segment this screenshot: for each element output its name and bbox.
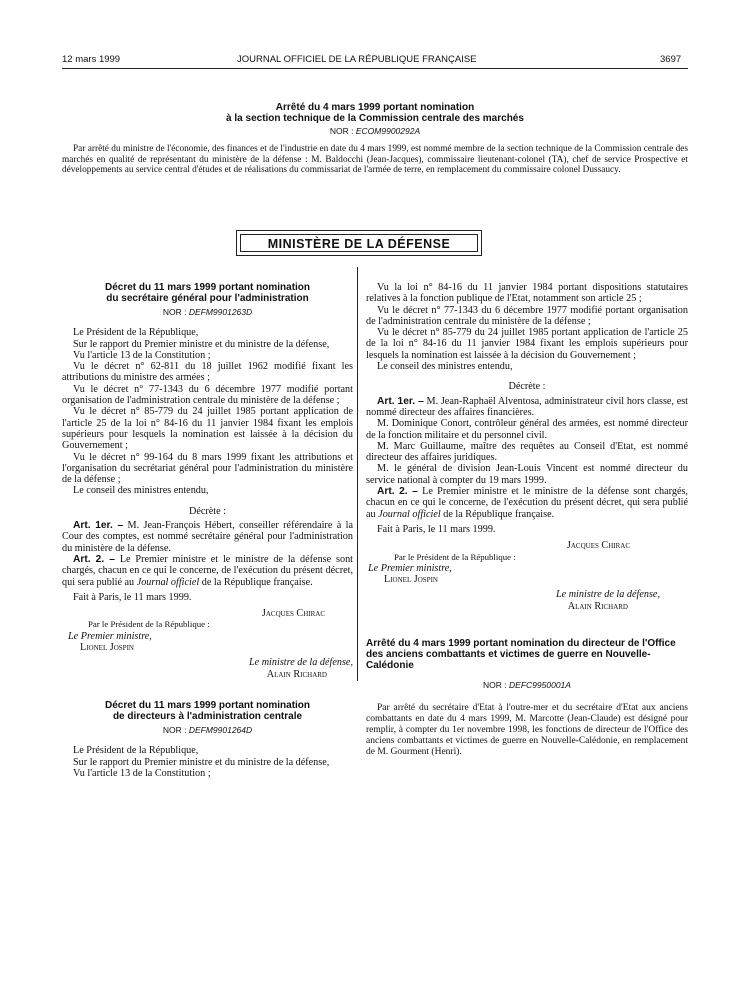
ministre-defense-name: Alain Richard — [567, 600, 628, 612]
signature-president: Jacques Chirac — [566, 540, 630, 552]
paragraph: Vu le décret n° 77-1343 du 6 décembre 1977 modifié portant organisation de l'administration centrale du ministère de la défense ; — [62, 383, 353, 407]
paragraph: Vu l'article 13 de la Constitution ; — [73, 767, 211, 779]
decret2-nor — [62, 725, 353, 736]
journal-officiel: Journal officiel — [378, 508, 441, 520]
article-text: Le Premier ministre et le ministre de la défense sont chargés, chacun en ce qui le concerne, de l'exécution du présent décret, qui sera publié au — [62, 553, 353, 588]
nor-label: NOR : — [329, 126, 354, 136]
header-date: 12 mars 1999 — [62, 54, 121, 65]
header-page-number: 3697 — [660, 54, 682, 65]
article-text: M. Jean-Raphaël Alventosa, administrateur civil hors classe, est nommé directeur des affaires financières. — [366, 395, 689, 418]
paragraph: Sur le rapport du Premier ministre et du ministre de la défense, — [73, 338, 330, 350]
paragraph: Vu le décret n° 99-164 du 8 mars 1999 fixant les attributions et l'organisation du secrétariat général pour l'administration du ministère de la défense ; — [62, 451, 353, 486]
top-article-nor — [62, 126, 688, 136]
decrete: Décrète : — [188, 505, 227, 517]
fait-a-paris: Fait à Paris, le 11 mars 1999. — [73, 591, 192, 603]
article-label: Art. 2. – — [377, 486, 418, 498]
article-text: de la République française. — [199, 576, 313, 588]
decrete: Décrète : — [508, 381, 546, 393]
ministre-defense-title: Le ministre de la défense, — [555, 589, 660, 601]
journal-officiel: Journal officiel — [136, 576, 200, 588]
decret1-title-2: du secrétaire général pour l'administration — [106, 293, 309, 304]
header-journal: JOURNAL OFFICIEL DE LA RÉPUBLIQUE FRANÇAISE — [237, 54, 477, 65]
header-rule — [62, 68, 688, 69]
nor-code: DEFM9901263D — [188, 307, 253, 317]
arrete-title: Arrêté du 4 mars 1999 portant nomination du directeur de l'Office des anciens combattants et victimes de guerre en Nouvelle-Calédonie — [366, 638, 676, 672]
nor-label: NOR : — [162, 307, 187, 317]
par-le-president: Par le Président de la République : — [88, 619, 210, 630]
top-article — [62, 102, 688, 176]
article-text: M. Jean-François Hébert, conseiller référendaire à la Cour des comptes, est nommé secrétaire général pour l'administration du ministère de la défense. — [62, 520, 354, 554]
paragraph: Le conseil des ministres entendu, — [377, 361, 513, 373]
premier-ministre-title: Le Premier ministre, — [368, 562, 452, 574]
arrete-body: Par arrêté du secrétaire d'Etat à l'outre-mer et du secrétaire d'Etat aux anciens combattants en date du 4 mars 1999, M. Marcotte (Jean-Claude) est désigné pour remplir, à compter du 1er novembre 1998, les fonctions de directeur de l'Office des anciens combattants et victimes de guerre en Nouvelle-Calédonie, en remplacement de M. Gourment (Henri). — [366, 703, 688, 757]
ministre-defense-name: Alain Richard — [266, 668, 327, 680]
article-text: Le Premier ministre et le ministre de la défense sont chargés, chacun en ce qui le concerne, de l'exécution du présent décret, qui sera publié au — [366, 486, 688, 520]
fait-a-paris: Fait à Paris, le 11 mars 1999. — [377, 523, 496, 535]
arrete-nor — [366, 680, 688, 691]
nor-label: NOR : — [483, 680, 507, 691]
paragraph: Vu la loi n° 84-16 du 11 janvier 1984 portant dispositions statutaires relatives à la fonction publique de l'Etat, notamment son article 25 ; — [366, 282, 688, 305]
paragraph: M. le général de division Jean-Louis Vincent est nommé directeur du service national à compter du 19 mars 1999. — [366, 463, 688, 486]
paragraph: Le Président de la République, — [73, 745, 199, 757]
premier-ministre-title: Le Premier ministre, — [68, 630, 152, 642]
right-column — [366, 282, 688, 757]
article-2 — [62, 554, 353, 588]
decret1-nor — [62, 307, 353, 318]
nor-code: DEFM9901264D — [188, 724, 253, 735]
ministry-box — [236, 230, 482, 256]
paragraph: Vu le décret n° 77-1343 du 6 décembre 1977 modifié portant organisation de l'administration centrale du ministère de la défense ; — [366, 304, 688, 327]
paragraph: Sur le rapport du Premier ministre et du ministre de la défense, — [73, 756, 330, 768]
decret2-title-2: de directeurs à l'administration centrale — [112, 710, 303, 722]
nor-label: NOR : — [162, 724, 187, 735]
article-1 — [366, 396, 688, 419]
top-article-title-2: à la section technique de la Commission centrale des marchés — [226, 113, 524, 124]
article-2 — [366, 486, 688, 520]
decret1-title-1: Décret du 11 mars 1999 portant nomination — [104, 282, 311, 293]
paragraph: Le Président de la République, — [73, 327, 199, 339]
paragraph: M. Dominique Conort, contrôleur général des armées, est nommé directeur de la fonction militaire et du personnel civil. — [366, 418, 688, 441]
paragraph: M. Marc Guillaume, maître des requêtes au Conseil d'Etat, est nommé directeur des affaires juridiques. — [366, 440, 688, 464]
paragraph: Vu le décret n° 85-779 du 24 juillet 1985 portant application de l'article 25 de la loi n° 84-16 du 11 janvier 1984 fixant les emplois supérieurs pour lesquels la nomination est laissée à la décision du Gouvernement ; — [62, 406, 353, 452]
article-text: de la République française. — [440, 508, 555, 520]
nor-code: ECOM9900292A — [355, 126, 421, 136]
decret2-title-1: Décret du 11 mars 1999 portant nomination — [104, 699, 311, 711]
article-label: Art. 1er. – — [377, 395, 424, 407]
top-article-body: Par arrêté du ministre de l'économie, des finances et de l'industrie en date du 4 mars 1999, est nommé membre de la section technique de la Commission centrale des marchés en qualité de représentant du ministère de la défense : M. Baldocchi (Jean-Jacques), commissaire lieutenant-colonel (TA), chef de service Prospective et développements au service central d'études et de réalisations du commissariat de l'armée de terre, en remplacement du commissaire colonel Dussaucy. — [62, 144, 688, 176]
premier-ministre-name: Lionel Jospin — [384, 574, 438, 586]
article-1 — [62, 520, 353, 554]
ministre-defense-title: Le ministre de la défense, — [248, 657, 353, 669]
article-label: Art. 1er. – — [73, 520, 124, 532]
column-divider — [357, 267, 358, 681]
premier-ministre-name: Lionel Jospin — [80, 642, 134, 654]
paragraph: Le conseil des ministres entendu, — [73, 485, 209, 497]
top-article-title-1: Arrêté du 4 mars 1999 portant nomination — [275, 102, 475, 113]
par-le-president: Par le Président de la République : — [394, 551, 516, 562]
signature-president: Jacques Chirac — [261, 608, 325, 620]
paragraph: Vu le décret n° 62-811 du 18 juillet 1962 modifié fixant les attributions du ministre des armées ; — [62, 361, 353, 384]
paragraph: Vu le décret n° 85-779 du 24 juillet 1985 portant application de l'article 25 de la loi n° 84-16 du 11 janvier 1984 fixant les emplois supérieurs pour lesquels la nomination est laissée à la décision du Gouvernement ; — [366, 327, 688, 361]
ministry-title: MINISTÈRE DE LA DÉFENSE — [240, 234, 478, 252]
article-label: Art. 2. – — [73, 553, 115, 565]
nor-code: DEFC9950001A — [509, 680, 571, 691]
left-column — [62, 282, 353, 779]
paragraph: Vu l'article 13 de la Constitution ; — [73, 349, 211, 361]
